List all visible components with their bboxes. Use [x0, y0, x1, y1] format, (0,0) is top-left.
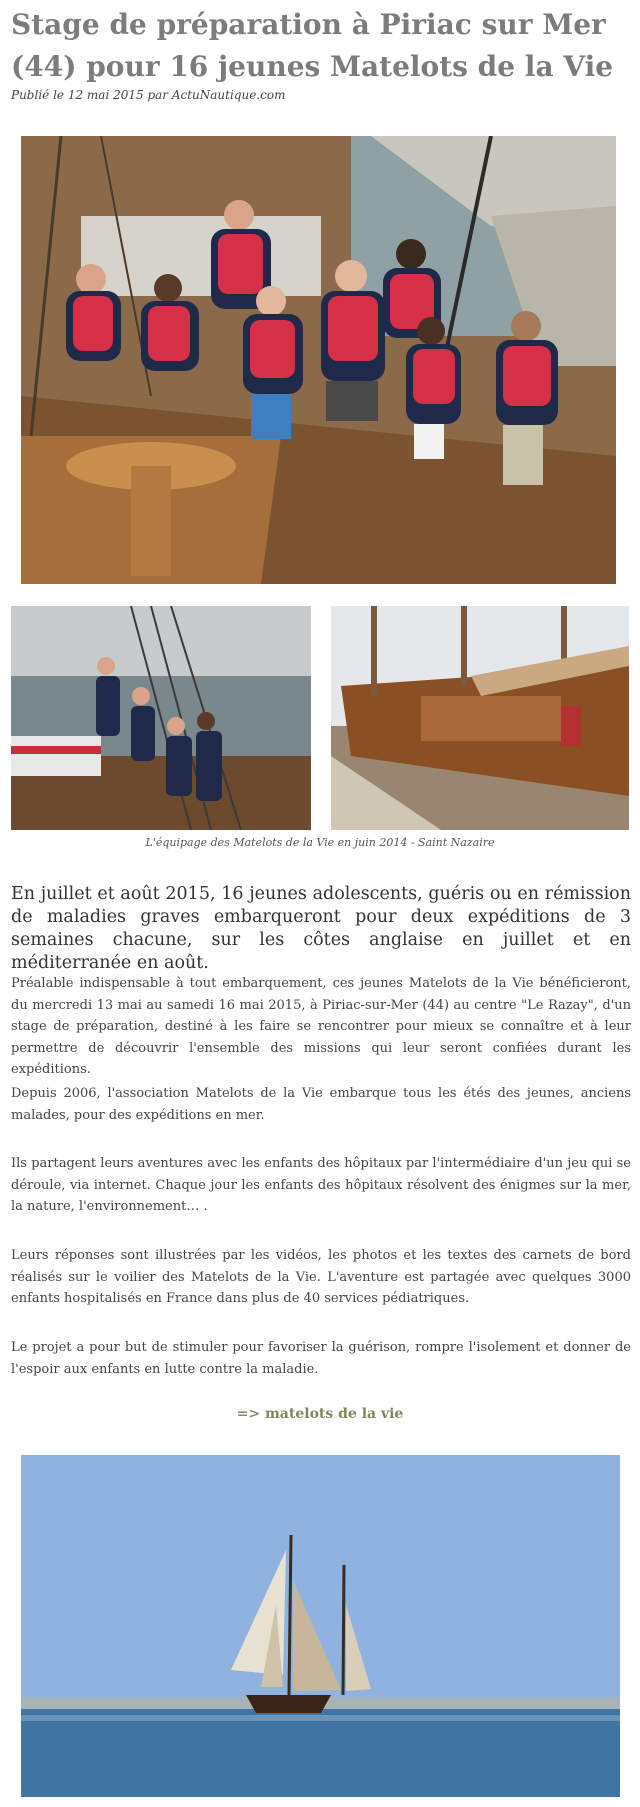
docked-ship-photo	[331, 606, 629, 830]
paragraph-project-goal: Le projet a pour but de stimuler pour favoriser la guérison, rompre l'isolement et donner de l'espoir aux enfants en lutte contre la maladie.	[11, 1340, 631, 1377]
paragraph-since-2006: Depuis 2006, l'association Matelots de la Vie embarque tous les étés des jeunes, anciens malades, pour des expéditions en mer.	[11, 1086, 631, 1123]
sailing-ship-photo	[21, 1455, 620, 1797]
crew-rigging-photo	[11, 606, 311, 830]
matelots-de-la-vie-link[interactable]: => matelots de la vie	[236, 1406, 404, 1422]
paragraph-preparation: Préalable indispensable à tout embarquement, ces jeunes Matelots de la Vie bénéficieront, du mercredi 13 mai au samedi 16 mai 2015, à Piriac-sur-Mer (44) au centre "Le Razay", d'un stage de préparation, destiné à les faire se rencontrer pour mieux se connaître et à leur permettre de découvrir l'ensemble des missions qui leur seront confiées durant les expéditions.	[11, 976, 631, 1077]
article-title: Stage de préparation à Piriac sur Mer (44) pour 16 jeunes Matelots de la Vie	[11, 8, 614, 83]
paragraph-hospital-game: Ils partagent leurs aventures avec les enfants des hôpitaux par l'intermédiaire d'un jeu qui se déroule, via internet. Chaque jour les enfants des hôpitaux résolvent des énigmes sur la mer, la nature, l'environnement… .	[11, 1156, 631, 1214]
paragraph-answers: Leurs réponses sont illustrées par les vidéos, les photos et les textes des carnets de bord réalisés sur le voilier des Matelots de la Vie. L'aventure est partagée avec quelques 3000 enfants hospitalisés en France dans plus de 40 services pédiatriques.	[11, 1248, 631, 1306]
byline: Publié le 12 mai 2015 par ActuNautique.com	[11, 88, 286, 102]
photo-caption: L'équipage des Matelots de la Vie en juin 2014 - Saint Nazaire	[145, 836, 495, 849]
group-photo	[21, 136, 616, 584]
lead-paragraph: En juillet et août 2015, 16 jeunes adolescents, guéris ou en rémission de maladies graves embarqueront pour deux expéditions de 3 semaines chacune, sur les côtes anglaise en juillet et en méditerranée en août.	[11, 884, 631, 973]
